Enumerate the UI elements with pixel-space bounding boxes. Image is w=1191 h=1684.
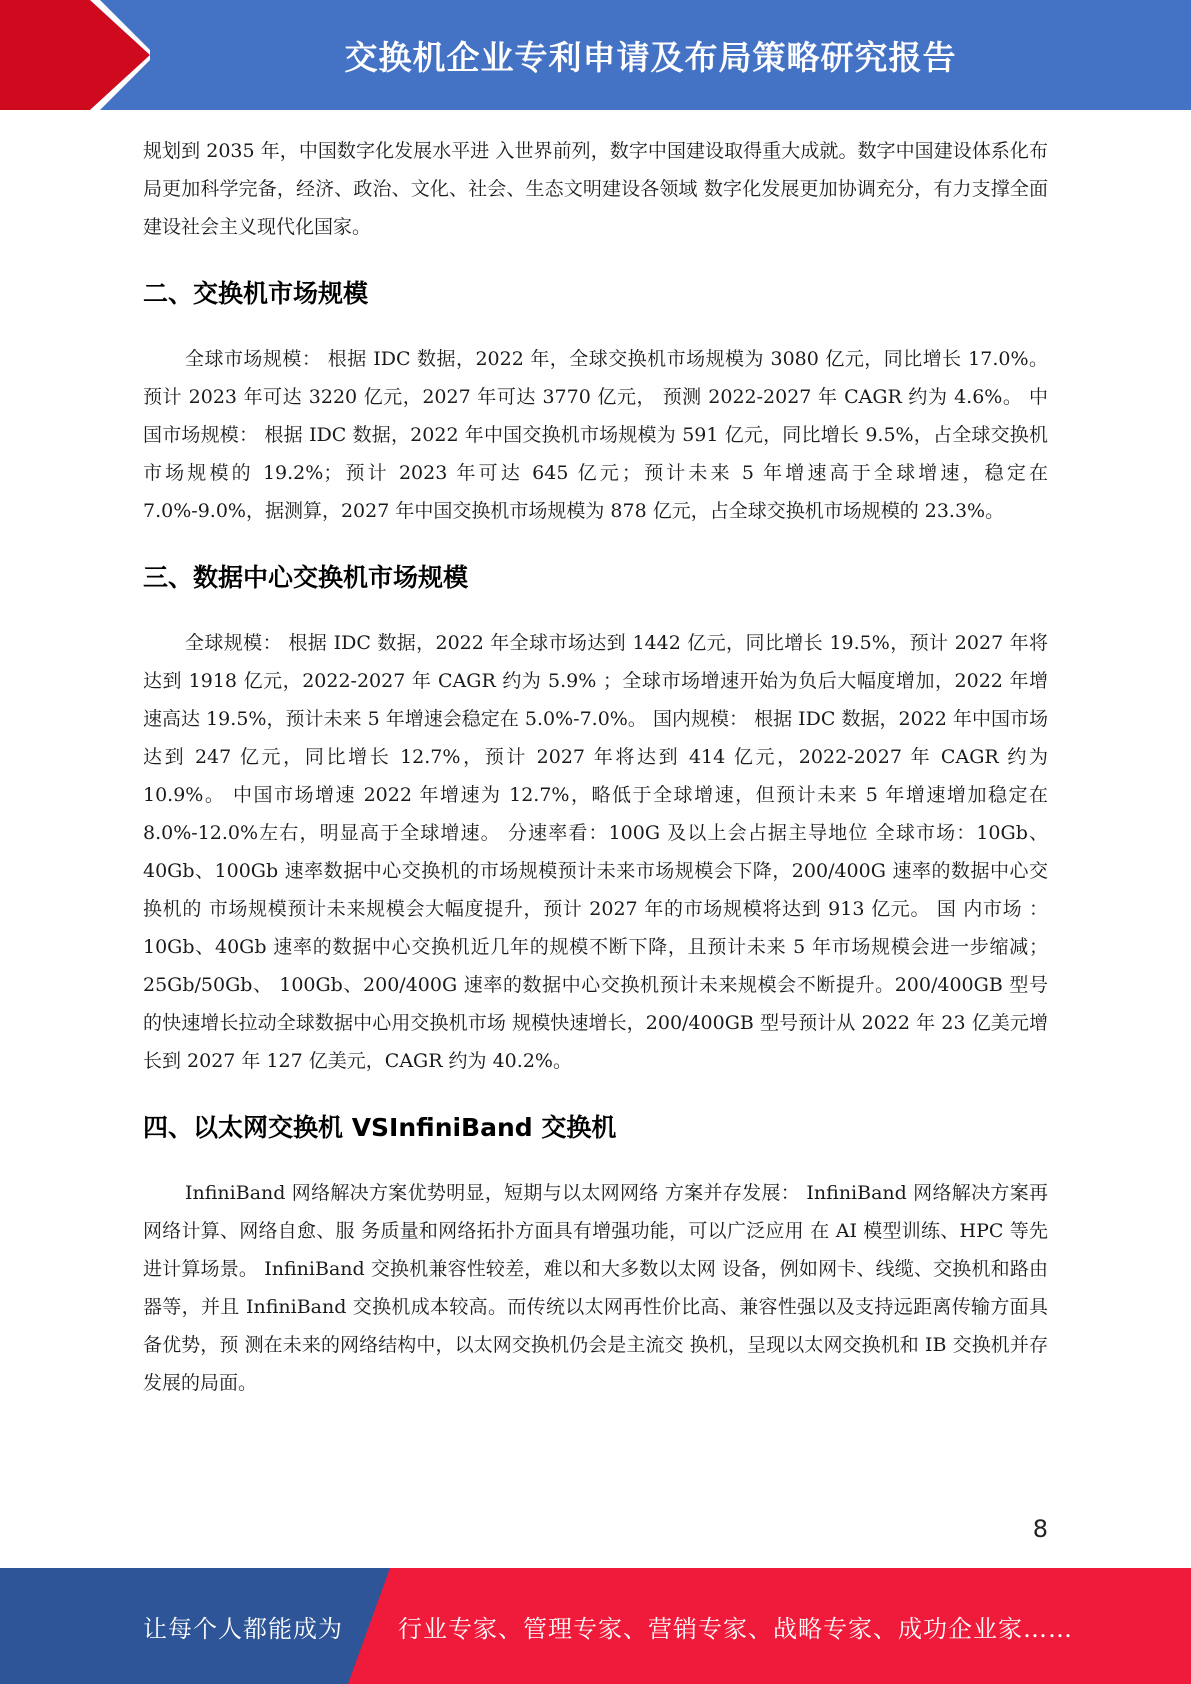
page-header — [0, 0, 1191, 110]
page-number: 8 — [1032, 1515, 1048, 1543]
document-body — [143, 132, 1048, 1402]
section-paragraph-market-size: 全球市场规模： 根据 IDC 数据，2022 年，全球交换机市场规模为 3080 亿元，同比增长 17.0%。预计 2023 年可达 3220 亿元，2027 年可达 3770 亿元， 预测 2022-2027 年 CAGR 约为 4.6%。 中国市场规模： 根据 IDC 数据，2022 年中国交换机市场规模为 591 亿元，同比增长 9.5%，占全球交换机市场规模的 19.2%；预计 2023 年可达 645 亿元；预计未来 5 年增速高于全球增速，稳定在 7.0%-9.0%，据测算，2027 年中国交换机市场规模为 878 亿元，占全球交换机市场规模的 23.3%。 — [143, 348, 1048, 522]
section-heading-ethernet-vs-infiniband: 四、以太网交换机 VSInfiniBand 交换机 — [143, 1113, 617, 1142]
section-heading-datacenter-market: 三、数据中心交换机市场规模 — [143, 563, 469, 592]
section-paragraph-ethernet-vs-infiniband: InfiniBand 网络解决方案优势明显，短期与以太网网络 方案并存发展： InfiniBand 网络解决方案再网络计算、网络自愈、服 务质量和网络拓扑方面具有增强功能，可以广泛应用 在 AI 模型训练、HPC 等先进计算场景。 InfiniBand 交换机兼容性较差，难以和大多数以太网 设备，例如网卡、线缆、交换机和路由器等，并且 InfiniBand 交换机成本较高。而传统以太网再性价比高、兼容性强以及支持远距离传输方面具备优势，预 测在未来的网络结构中，以太网交换机仍会是主流交 换机，呈现以太网交换机和 IB 交换机并存发展的局面。 — [143, 1182, 1048, 1394]
header-title: 交换机企业专利申请及布局策略研究报告 — [344, 37, 957, 77]
section-paragraph-datacenter-market: 全球规模： 根据 IDC 数据，2022 年全球市场达到 1442 亿元，同比增长 19.5%，预计 2027 年将达到 1918 亿元，2022-2027 年 CAGR 约为 5.9% ；全球市场增速开始为负后大幅度增加，2022 年增速高达 19.5%，预计未来 5 年增速会稳定在 5.0%-7.0%。 国内规模： 根据 IDC 数据，2022 年中国市场达到 247 亿元，同比增长 12.7%，预计 2027 年将达到 414 亿元，2022-2027 年 CAGR 约为 10.9%。 中国市场增速 2022 年增速为 12.7%，略低于全球增速，但预计未来 5 年增速增加稳定在 8.0%-12.0%左右，明显高于全球增速。 分速率看：100G 及以上会占据主导地位 全球市场：10Gb、40Gb、100Gb 速率数据中心交换机的市场规模预计未来市场规模会下降，200/400G 速率的数据中心交换机的 市场规模预计未来规模会大幅度提升，预计 2027 年的市场规模将达到 913 亿元。 国 内市场 ： 10Gb、40Gb 速率的数据中心交换机近几年的规模不断下降，且预计未来 5 年市场规模会进一步缩减；25Gb/50Gb、 100Gb、200/400G 速率的数据中心交换机预计未来规模会不断提升。200/400GB 型号的快速增长拉动全球数据中心用交换机市场 规模快速增长，200/400GB 型号预计从 2022 年 23 亿美元增长到 2027 年 127 亿美元，CAGR 约为 40.2%。 — [143, 632, 1048, 1072]
header-red-arrow-decoration — [0, 0, 150, 110]
footer-slogan-right: 行业专家、管理专家、营销专家、战略专家、成功企业家…… — [398, 1614, 1073, 1643]
intro-paragraph: 规划到 2035 年，中国数字化发展水平进 入世界前列，数字中国建设取得重大成就。数字中国建设体系化布局更加科学完备，经济、政治、文化、社会、生态文明建设各领域 数字化发展更加协调充分，有力支撑全面建设社会主义现代化国家。 — [143, 140, 1048, 238]
section-heading-market-size: 二、交换机市场规模 — [143, 279, 369, 308]
page-footer — [0, 1568, 1191, 1684]
footer-slogan-left: 让每个人都能成为 — [143, 1614, 343, 1643]
